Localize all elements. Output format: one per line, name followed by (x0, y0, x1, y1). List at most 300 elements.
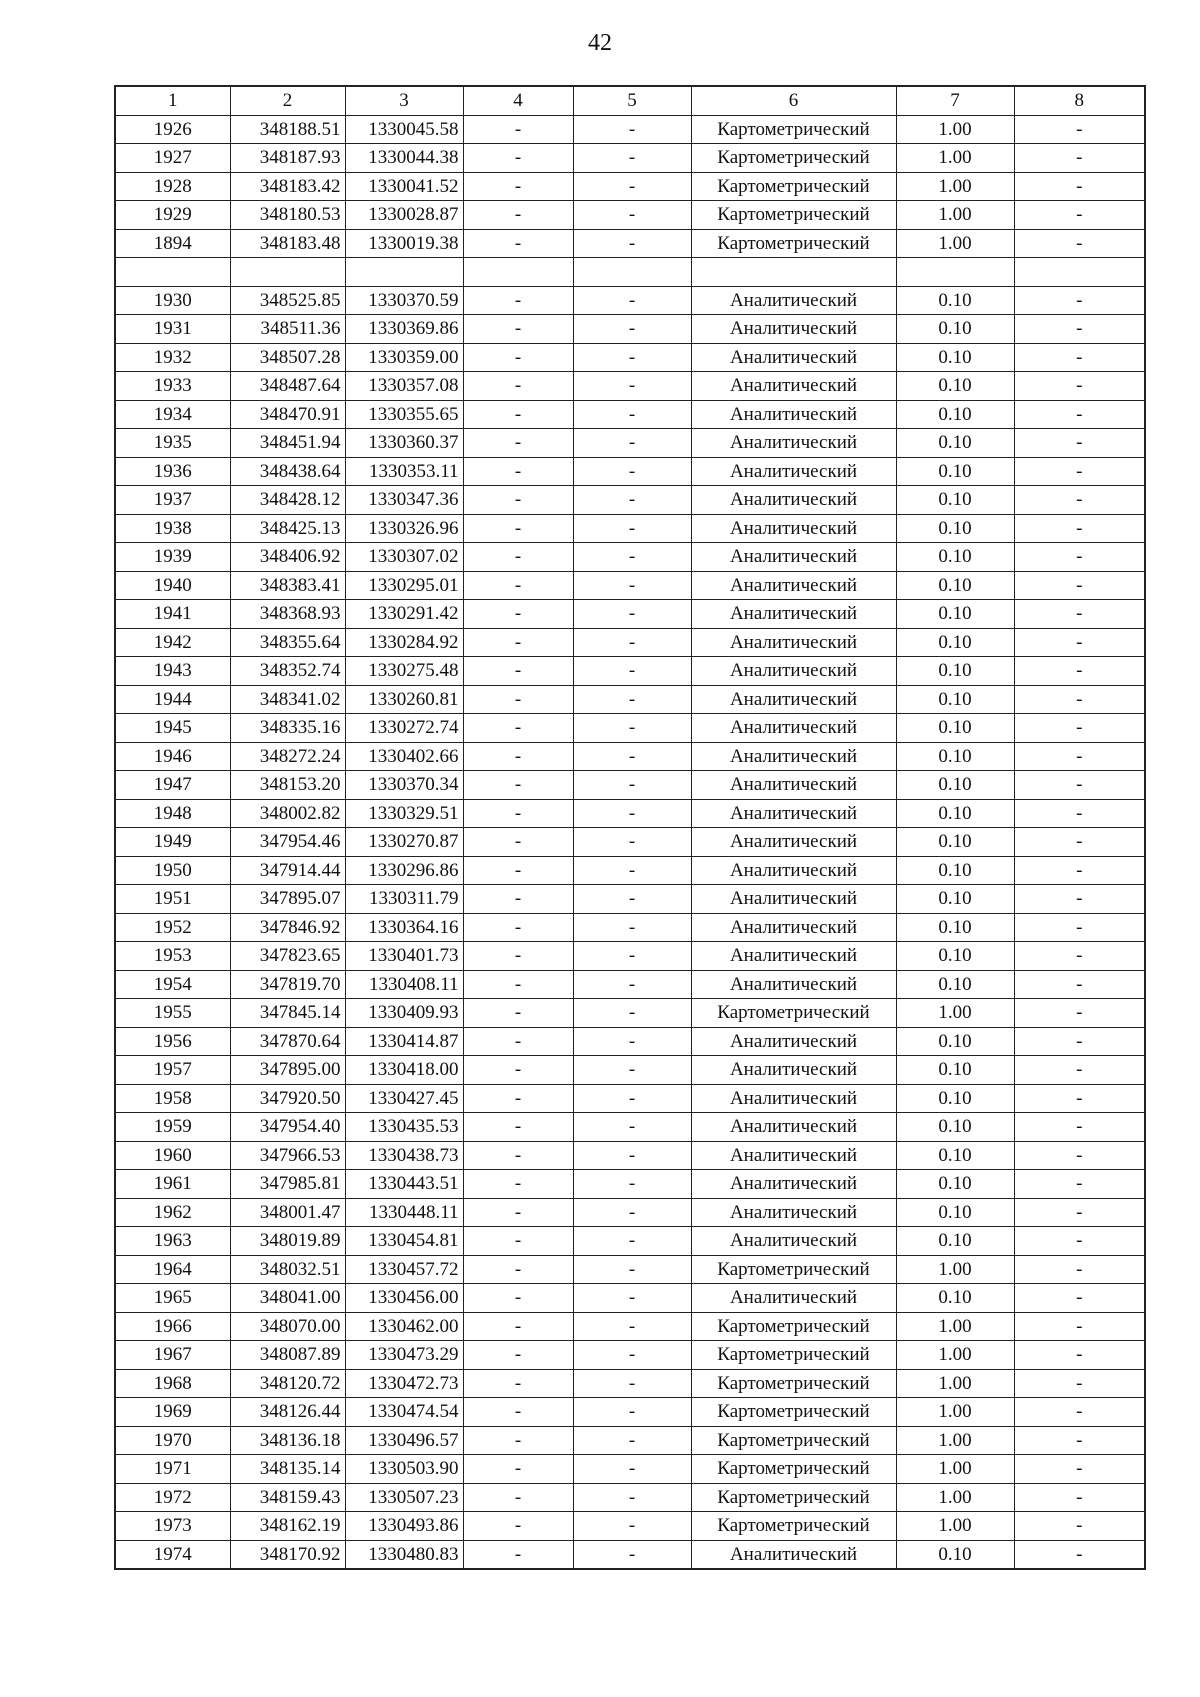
point-number-cell: 1968 (115, 1369, 230, 1398)
col5-cell: - (573, 1227, 691, 1256)
method-cell (691, 258, 896, 287)
accuracy-cell: 0.10 (896, 372, 1014, 401)
col4-cell: - (463, 1369, 573, 1398)
col5-cell: - (573, 1483, 691, 1512)
table-row (115, 1369, 1145, 1398)
method-cell: Картометрический (691, 1483, 896, 1512)
point-number-cell: 1936 (115, 457, 230, 486)
table-row (115, 115, 1145, 144)
method-cell: Аналитический (691, 685, 896, 714)
point-number-cell: 1962 (115, 1198, 230, 1227)
col5-cell: - (573, 856, 691, 885)
col5-cell: - (573, 1056, 691, 1085)
col4-cell: - (463, 685, 573, 714)
accuracy-cell: 1.00 (896, 144, 1014, 173)
x-coordinate-cell: 347914.44 (230, 856, 345, 885)
col8-cell: - (1014, 172, 1145, 201)
method-cell: Картометрический (691, 1512, 896, 1541)
accuracy-cell: 0.10 (896, 628, 1014, 657)
point-number-cell: 1928 (115, 172, 230, 201)
method-cell: Аналитический (691, 343, 896, 372)
table-row (115, 1398, 1145, 1427)
point-number-cell: 1947 (115, 771, 230, 800)
x-coordinate-cell: 348188.51 (230, 115, 345, 144)
x-coordinate-cell: 348170.92 (230, 1540, 345, 1569)
col4-cell: - (463, 1056, 573, 1085)
col8-cell: - (1014, 315, 1145, 344)
method-cell: Аналитический (691, 514, 896, 543)
col8-cell: - (1014, 1483, 1145, 1512)
method-cell: Аналитический (691, 913, 896, 942)
x-coordinate-cell: 348525.85 (230, 286, 345, 315)
y-coordinate-cell: 1330443.51 (345, 1170, 463, 1199)
accuracy-cell: 0.10 (896, 1084, 1014, 1113)
accuracy-cell: 0.10 (896, 942, 1014, 971)
col8-cell: - (1014, 799, 1145, 828)
col4-cell: - (463, 1255, 573, 1284)
col5-cell: - (573, 1113, 691, 1142)
col5-cell: - (573, 571, 691, 600)
col5-cell: - (573, 1455, 691, 1484)
y-coordinate-cell: 1330493.86 (345, 1512, 463, 1541)
col5-cell: - (573, 828, 691, 857)
y-coordinate-cell: 1330448.11 (345, 1198, 463, 1227)
point-number-cell: 1944 (115, 685, 230, 714)
table-row (115, 856, 1145, 885)
y-coordinate-cell: 1330427.45 (345, 1084, 463, 1113)
point-number-cell: 1937 (115, 486, 230, 515)
point-number-cell: 1965 (115, 1284, 230, 1313)
method-cell: Картометрический (691, 229, 896, 258)
point-number-cell: 1952 (115, 913, 230, 942)
x-coordinate-cell: 348335.16 (230, 714, 345, 743)
col5-cell: - (573, 1512, 691, 1541)
col8-cell: - (1014, 885, 1145, 914)
col4-cell: - (463, 1512, 573, 1541)
table-row (115, 913, 1145, 942)
x-coordinate-cell: 347870.64 (230, 1027, 345, 1056)
accuracy-cell: 0.10 (896, 771, 1014, 800)
table-row (115, 1113, 1145, 1142)
col5-cell: - (573, 885, 691, 914)
table-row (115, 486, 1145, 515)
col5-cell: - (573, 970, 691, 999)
col4-cell: - (463, 457, 573, 486)
col8-cell: - (1014, 1113, 1145, 1142)
method-cell: Картометрический (691, 144, 896, 173)
col4-cell: - (463, 172, 573, 201)
col4-cell: - (463, 657, 573, 686)
col4-cell: - (463, 1113, 573, 1142)
accuracy-cell: 0.10 (896, 856, 1014, 885)
table-row (115, 372, 1145, 401)
y-coordinate-cell: 1330462.00 (345, 1312, 463, 1341)
y-coordinate-cell: 1330369.86 (345, 315, 463, 344)
header-cell: 1 (115, 86, 230, 115)
accuracy-cell: 0.10 (896, 913, 1014, 942)
col8-cell: - (1014, 1141, 1145, 1170)
header-cell: 8 (1014, 86, 1145, 115)
x-coordinate-cell: 348070.00 (230, 1312, 345, 1341)
col4-cell: - (463, 543, 573, 572)
col5-cell: - (573, 1398, 691, 1427)
col5-cell: - (573, 172, 691, 201)
accuracy-cell: 0.10 (896, 685, 1014, 714)
col8-cell: - (1014, 714, 1145, 743)
y-coordinate-cell: 1330275.48 (345, 657, 463, 686)
table-row (115, 1426, 1145, 1455)
col8-cell: - (1014, 828, 1145, 857)
table-row (115, 1284, 1145, 1313)
col5-cell: - (573, 315, 691, 344)
col8-cell: - (1014, 1198, 1145, 1227)
col4-cell: - (463, 1141, 573, 1170)
col8-cell: - (1014, 600, 1145, 629)
point-number-cell: 1974 (115, 1540, 230, 1569)
accuracy-cell: 0.10 (896, 343, 1014, 372)
method-cell: Картометрический (691, 1312, 896, 1341)
method-cell: Аналитический (691, 628, 896, 657)
point-number-cell: 1950 (115, 856, 230, 885)
accuracy-cell: 0.10 (896, 799, 1014, 828)
point-number-cell: 1972 (115, 1483, 230, 1512)
header-cell: 7 (896, 86, 1014, 115)
col8-cell: - (1014, 1170, 1145, 1199)
accuracy-cell: 1.00 (896, 229, 1014, 258)
header-cell: 6 (691, 86, 896, 115)
point-number-cell: 1933 (115, 372, 230, 401)
accuracy-cell: 0.10 (896, 486, 1014, 515)
col4-cell: - (463, 144, 573, 173)
col5-cell: - (573, 742, 691, 771)
y-coordinate-cell: 1330272.74 (345, 714, 463, 743)
table-row (115, 1312, 1145, 1341)
table-header-row (115, 86, 1145, 115)
x-coordinate-cell: 348451.94 (230, 429, 345, 458)
y-coordinate-cell: 1330260.81 (345, 685, 463, 714)
table-row (115, 457, 1145, 486)
col8-cell: - (1014, 1369, 1145, 1398)
table-row (115, 286, 1145, 315)
col8-cell: - (1014, 201, 1145, 230)
method-cell: Аналитический (691, 1084, 896, 1113)
method-cell: Картометрический (691, 1455, 896, 1484)
col8-cell: - (1014, 1056, 1145, 1085)
method-cell: Аналитический (691, 1027, 896, 1056)
col5-cell: - (573, 799, 691, 828)
col5-cell: - (573, 1255, 691, 1284)
accuracy-cell: 0.10 (896, 1141, 1014, 1170)
table-row (115, 828, 1145, 857)
y-coordinate-cell: 1330347.36 (345, 486, 463, 515)
col8-cell: - (1014, 286, 1145, 315)
x-coordinate-cell: 348425.13 (230, 514, 345, 543)
col4-cell: - (463, 885, 573, 914)
point-number-cell: 1926 (115, 115, 230, 144)
method-cell: Аналитический (691, 828, 896, 857)
col5-cell: - (573, 657, 691, 686)
table-row (115, 514, 1145, 543)
col4-cell: - (463, 1198, 573, 1227)
col5-cell: - (573, 144, 691, 173)
accuracy-cell: 1.00 (896, 201, 1014, 230)
col8-cell: - (1014, 457, 1145, 486)
col4-cell: - (463, 1312, 573, 1341)
table-row (115, 258, 1145, 287)
col5-cell: - (573, 1198, 691, 1227)
x-coordinate-cell: 348120.72 (230, 1369, 345, 1398)
point-number-cell: 1953 (115, 942, 230, 971)
point-number-cell: 1960 (115, 1141, 230, 1170)
col4-cell: - (463, 1027, 573, 1056)
col5-cell: - (573, 400, 691, 429)
y-coordinate-cell: 1330473.29 (345, 1341, 463, 1370)
col8-cell: - (1014, 429, 1145, 458)
method-cell: Аналитический (691, 286, 896, 315)
col8-cell: - (1014, 1227, 1145, 1256)
y-coordinate-cell: 1330503.90 (345, 1455, 463, 1484)
y-coordinate-cell: 1330456.00 (345, 1284, 463, 1313)
col5-cell: - (573, 286, 691, 315)
method-cell: Картометрический (691, 1426, 896, 1455)
point-number-cell: 1945 (115, 714, 230, 743)
col8-cell: - (1014, 970, 1145, 999)
col8-cell: - (1014, 628, 1145, 657)
col5-cell: - (573, 1369, 691, 1398)
accuracy-cell: 1.00 (896, 1255, 1014, 1284)
x-coordinate-cell: 348087.89 (230, 1341, 345, 1370)
method-cell: Аналитический (691, 457, 896, 486)
table-row (115, 1198, 1145, 1227)
col4-cell: - (463, 1426, 573, 1455)
col8-cell: - (1014, 1255, 1145, 1284)
y-coordinate-cell: 1330507.23 (345, 1483, 463, 1512)
col4-cell (463, 258, 573, 287)
point-number-cell: 1938 (115, 514, 230, 543)
col4-cell: - (463, 799, 573, 828)
col5-cell: - (573, 343, 691, 372)
method-cell: Аналитический (691, 1113, 896, 1142)
y-coordinate-cell: 1330408.11 (345, 970, 463, 999)
point-number-cell: 1931 (115, 315, 230, 344)
accuracy-cell: 1.00 (896, 1512, 1014, 1541)
point-number-cell: 1930 (115, 286, 230, 315)
col8-cell: - (1014, 229, 1145, 258)
table-row (115, 657, 1145, 686)
accuracy-cell: 0.10 (896, 1227, 1014, 1256)
method-cell: Аналитический (691, 1170, 896, 1199)
accuracy-cell: 1.00 (896, 1426, 1014, 1455)
col4-cell: - (463, 429, 573, 458)
x-coordinate-cell: 348383.41 (230, 571, 345, 600)
y-coordinate-cell: 1330496.57 (345, 1426, 463, 1455)
y-coordinate-cell: 1330284.92 (345, 628, 463, 657)
col8-cell: - (1014, 1284, 1145, 1313)
col8-cell: - (1014, 771, 1145, 800)
table-row (115, 400, 1145, 429)
x-coordinate-cell: 348183.42 (230, 172, 345, 201)
table-row (115, 315, 1145, 344)
table-row (115, 1512, 1145, 1541)
x-coordinate-cell: 348135.14 (230, 1455, 345, 1484)
table-row (115, 685, 1145, 714)
col5-cell: - (573, 1426, 691, 1455)
col5-cell: - (573, 1084, 691, 1113)
col4-cell: - (463, 201, 573, 230)
accuracy-cell: 0.10 (896, 1113, 1014, 1142)
col8-cell: - (1014, 1027, 1145, 1056)
x-coordinate-cell: 348002.82 (230, 799, 345, 828)
col8-cell: - (1014, 1455, 1145, 1484)
col4-cell: - (463, 571, 573, 600)
method-cell: Аналитический (691, 970, 896, 999)
x-coordinate-cell: 347985.81 (230, 1170, 345, 1199)
point-number-cell: 1954 (115, 970, 230, 999)
x-coordinate-cell: 348355.64 (230, 628, 345, 657)
y-coordinate-cell: 1330414.87 (345, 1027, 463, 1056)
x-coordinate-cell: 347895.00 (230, 1056, 345, 1085)
method-cell: Аналитический (691, 657, 896, 686)
method-cell: Аналитический (691, 600, 896, 629)
method-cell: Аналитический (691, 1141, 896, 1170)
col5-cell: - (573, 229, 691, 258)
col8-cell: - (1014, 1312, 1145, 1341)
col4-cell: - (463, 600, 573, 629)
y-coordinate-cell: 1330357.08 (345, 372, 463, 401)
y-coordinate-cell: 1330311.79 (345, 885, 463, 914)
point-number-cell (115, 258, 230, 287)
col8-cell: - (1014, 400, 1145, 429)
y-coordinate-cell: 1330454.81 (345, 1227, 463, 1256)
table-row (115, 942, 1145, 971)
accuracy-cell: 0.10 (896, 1540, 1014, 1569)
col8-cell: - (1014, 144, 1145, 173)
col8-cell: - (1014, 1426, 1145, 1455)
table-row (115, 799, 1145, 828)
col8-cell: - (1014, 1084, 1145, 1113)
method-cell: Аналитический (691, 742, 896, 771)
accuracy-cell: 0.10 (896, 286, 1014, 315)
x-coordinate-cell (230, 258, 345, 287)
y-coordinate-cell: 1330370.34 (345, 771, 463, 800)
x-coordinate-cell: 348187.93 (230, 144, 345, 173)
y-coordinate-cell: 1330360.37 (345, 429, 463, 458)
col5-cell: - (573, 201, 691, 230)
col4-cell: - (463, 343, 573, 372)
col4-cell: - (463, 942, 573, 971)
y-coordinate-cell: 1330472.73 (345, 1369, 463, 1398)
x-coordinate-cell: 348507.28 (230, 343, 345, 372)
table-row (115, 628, 1145, 657)
point-number-cell: 1957 (115, 1056, 230, 1085)
point-number-cell: 1971 (115, 1455, 230, 1484)
col8-cell: - (1014, 1341, 1145, 1370)
header-cell: 4 (463, 86, 573, 115)
col8-cell: - (1014, 486, 1145, 515)
y-coordinate-cell: 1330329.51 (345, 799, 463, 828)
accuracy-cell: 0.10 (896, 1056, 1014, 1085)
table-row (115, 201, 1145, 230)
table-body (115, 86, 1145, 1569)
col5-cell: - (573, 628, 691, 657)
accuracy-cell: 0.10 (896, 1170, 1014, 1199)
col8-cell: - (1014, 685, 1145, 714)
col5-cell: - (573, 486, 691, 515)
col4-cell: - (463, 628, 573, 657)
col8-cell: - (1014, 942, 1145, 971)
x-coordinate-cell: 348511.36 (230, 315, 345, 344)
accuracy-cell: 0.10 (896, 714, 1014, 743)
col8-cell: - (1014, 657, 1145, 686)
x-coordinate-cell: 347846.92 (230, 913, 345, 942)
point-number-cell: 1935 (115, 429, 230, 458)
col4-cell: - (463, 1170, 573, 1199)
table-row (115, 1056, 1145, 1085)
point-number-cell: 1932 (115, 343, 230, 372)
point-number-cell: 1939 (115, 543, 230, 572)
table-row (115, 1341, 1145, 1370)
method-cell: Аналитический (691, 856, 896, 885)
y-coordinate-cell: 1330364.16 (345, 913, 463, 942)
method-cell: Картометрический (691, 201, 896, 230)
col8-cell: - (1014, 1512, 1145, 1541)
col8-cell: - (1014, 343, 1145, 372)
col4-cell: - (463, 115, 573, 144)
accuracy-cell: 0.10 (896, 543, 1014, 572)
col4-cell: - (463, 828, 573, 857)
y-coordinate-cell: 1330295.01 (345, 571, 463, 600)
table-row (115, 343, 1145, 372)
col8-cell: - (1014, 742, 1145, 771)
point-number-cell: 1973 (115, 1512, 230, 1541)
accuracy-cell: 0.10 (896, 457, 1014, 486)
col5-cell: - (573, 1284, 691, 1313)
col8-cell: - (1014, 856, 1145, 885)
accuracy-cell: 0.10 (896, 514, 1014, 543)
x-coordinate-cell: 348341.02 (230, 685, 345, 714)
method-cell: Картометрический (691, 1369, 896, 1398)
accuracy-cell: 0.10 (896, 1198, 1014, 1227)
method-cell: Аналитический (691, 1540, 896, 1569)
col8-cell: - (1014, 1398, 1145, 1427)
table-row (115, 714, 1145, 743)
col5-cell: - (573, 999, 691, 1028)
accuracy-cell: 1.00 (896, 1341, 1014, 1370)
accuracy-cell: 1.00 (896, 1369, 1014, 1398)
col5-cell: - (573, 514, 691, 543)
x-coordinate-cell: 348153.20 (230, 771, 345, 800)
x-coordinate-cell: 348019.89 (230, 1227, 345, 1256)
col4-cell: - (463, 372, 573, 401)
point-number-cell: 1943 (115, 657, 230, 686)
x-coordinate-cell: 347895.07 (230, 885, 345, 914)
method-cell: Картометрический (691, 1341, 896, 1370)
col5-cell: - (573, 1540, 691, 1569)
x-coordinate-cell: 348428.12 (230, 486, 345, 515)
y-coordinate-cell: 1330402.66 (345, 742, 463, 771)
point-number-cell: 1963 (115, 1227, 230, 1256)
col4-cell: - (463, 229, 573, 258)
table-row (115, 229, 1145, 258)
method-cell: Аналитический (691, 942, 896, 971)
x-coordinate-cell: 347823.65 (230, 942, 345, 971)
accuracy-cell: 1.00 (896, 1455, 1014, 1484)
method-cell: Картометрический (691, 1398, 896, 1427)
accuracy-cell: 1.00 (896, 1398, 1014, 1427)
method-cell: Аналитический (691, 1227, 896, 1256)
table-row (115, 885, 1145, 914)
table-row (115, 144, 1145, 173)
